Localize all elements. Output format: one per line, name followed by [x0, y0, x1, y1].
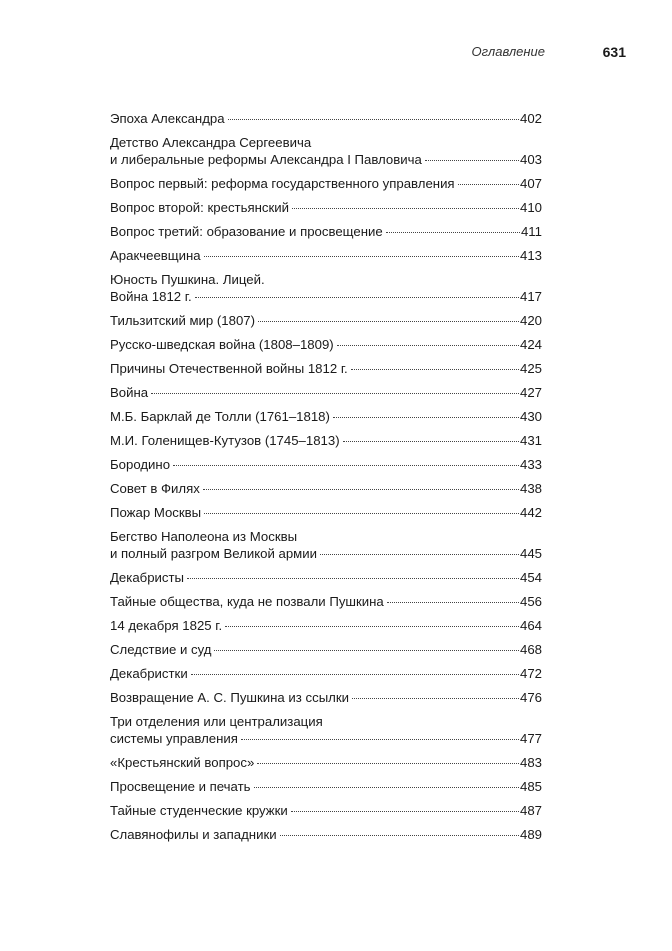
toc-entry-title: Русско-шведская война (1808–1809) — [110, 337, 334, 352]
toc-entry-line — [110, 689, 542, 706]
toc-entry — [110, 360, 542, 377]
toc-entry-line — [110, 134, 542, 151]
toc-entry-line — [110, 754, 542, 771]
toc-entry-line — [110, 504, 542, 521]
toc-entry — [110, 247, 542, 264]
running-title: Оглавление — [471, 44, 545, 59]
toc-entry-title: Бегство Наполеона из Москвы — [110, 529, 298, 544]
toc-entry-page: 487 — [519, 803, 542, 818]
dot-leader — [241, 739, 519, 740]
toc-entry-line — [110, 312, 542, 329]
toc-entry — [110, 689, 542, 706]
toc-entry-line — [110, 545, 542, 562]
dot-leader — [191, 674, 519, 675]
toc-entry-page: 464 — [519, 618, 542, 633]
toc-entry-page: 456 — [519, 594, 542, 609]
toc-entry — [110, 199, 542, 216]
toc-entry — [110, 175, 542, 192]
toc-entry — [110, 110, 542, 127]
toc-entry-line — [110, 802, 542, 819]
toc-entry-line — [110, 175, 542, 192]
toc-entry-title: и либеральные реформы Александра I Павловича — [110, 152, 422, 167]
toc-entry-page: 403 — [519, 152, 542, 167]
toc-entry-title: Декабристы — [110, 570, 185, 585]
toc-entry — [110, 271, 542, 305]
toc-entry-title: Вопрос первый: реформа государственного управления — [110, 176, 455, 191]
toc-entry-line — [110, 384, 542, 401]
dot-leader — [386, 232, 520, 233]
toc-entry-line — [110, 713, 542, 730]
toc-entry-line — [110, 730, 542, 747]
dot-leader — [228, 119, 519, 120]
toc-entry — [110, 408, 542, 425]
toc-entry-line — [110, 480, 542, 497]
toc-entry-line — [110, 288, 542, 305]
dot-leader — [258, 321, 519, 322]
toc-entry-page: 472 — [519, 666, 542, 681]
toc-entry-line — [110, 360, 542, 377]
toc-entry-title: и полный разгром Великой армии — [110, 546, 317, 561]
toc-entry — [110, 456, 542, 473]
toc-entry-page: 438 — [519, 481, 542, 496]
toc-entry-title: Война — [110, 385, 149, 400]
toc-entry-page: 427 — [519, 385, 542, 400]
toc-entry — [110, 528, 542, 562]
toc-entry-line — [110, 336, 542, 353]
toc-entry-page: 407 — [519, 176, 542, 191]
toc-entry-page: 425 — [519, 361, 542, 376]
toc-entry-title: 14 декабря 1825 г. — [110, 618, 223, 633]
toc-entry — [110, 223, 542, 240]
table-of-contents — [110, 110, 542, 850]
dot-leader — [320, 554, 519, 555]
toc-entry-title: Вопрос второй: крестьянский — [110, 200, 289, 215]
toc-entry-line — [110, 617, 542, 634]
toc-entry-page: 431 — [519, 433, 542, 448]
dot-leader — [387, 602, 519, 603]
dot-leader — [254, 787, 519, 788]
toc-entry-line — [110, 528, 542, 545]
toc-entry-title: Декабристки — [110, 666, 188, 681]
toc-entry — [110, 778, 542, 795]
dot-leader — [280, 835, 519, 836]
toc-entry-line — [110, 271, 542, 288]
toc-entry — [110, 432, 542, 449]
toc-entry-title: Бородино — [110, 457, 171, 472]
toc-entry-title: «Крестьянский вопрос» — [110, 755, 255, 770]
toc-entry — [110, 713, 542, 747]
toc-entry-page: 413 — [519, 248, 542, 263]
toc-entry — [110, 802, 542, 819]
toc-entry-line — [110, 110, 542, 127]
toc-entry-title: Эпоха Александра — [110, 111, 225, 126]
toc-entry-page: 454 — [519, 570, 542, 585]
toc-entry-title: Пожар Москвы — [110, 505, 202, 520]
toc-entry-title: Юность Пушкина. Лицей. — [110, 272, 265, 287]
toc-entry-line — [110, 247, 542, 264]
toc-entry — [110, 569, 542, 586]
dot-leader — [187, 578, 519, 579]
toc-entry-title: Тильзитский мир (1807) — [110, 313, 256, 328]
toc-entry — [110, 617, 542, 634]
dot-leader — [458, 184, 519, 185]
dot-leader — [257, 763, 519, 764]
dot-leader — [352, 698, 519, 699]
dot-leader — [291, 811, 519, 812]
toc-entry-title: Детство Александра Сергеевича — [110, 135, 312, 150]
toc-entry — [110, 312, 542, 329]
toc-entry-title: Три отделения или централизация — [110, 714, 323, 729]
toc-entry-line — [110, 778, 542, 795]
toc-entry-title: Тайные общества, куда не позвали Пушкина — [110, 594, 384, 609]
page-number: 631 — [602, 44, 626, 60]
dot-leader — [337, 345, 519, 346]
toc-entry — [110, 826, 542, 843]
toc-entry-line — [110, 199, 542, 216]
toc-entry-page: 424 — [519, 337, 542, 352]
toc-entry-title: Возвращение А. С. Пушкина из ссылки — [110, 690, 350, 705]
toc-entry-page: 417 — [519, 289, 542, 304]
toc-entry-title: Вопрос третий: образование и просвещение — [110, 224, 383, 239]
toc-entry-page: 442 — [519, 505, 542, 520]
toc-entry-title: Следствие и суд — [110, 642, 212, 657]
toc-entry — [110, 593, 542, 610]
dot-leader — [225, 626, 519, 627]
toc-entry-line — [110, 826, 542, 843]
dot-leader — [204, 256, 519, 257]
page-header — [0, 44, 672, 66]
toc-entry-page: 483 — [519, 755, 542, 770]
dot-leader — [204, 513, 519, 514]
toc-entry-title: М.Б. Барклай де Толли (1761–1818) — [110, 409, 330, 424]
toc-entry — [110, 336, 542, 353]
dot-leader — [195, 297, 519, 298]
toc-entry — [110, 134, 542, 168]
dot-leader — [151, 393, 519, 394]
toc-entry — [110, 665, 542, 682]
toc-entry-page: 477 — [519, 731, 542, 746]
dot-leader — [425, 160, 519, 161]
toc-entry-line — [110, 151, 542, 168]
toc-entry-line — [110, 432, 542, 449]
dot-leader — [351, 369, 519, 370]
toc-entry-line — [110, 456, 542, 473]
toc-entry-title: Славянофилы и западники — [110, 827, 277, 842]
toc-entry — [110, 480, 542, 497]
toc-entry-title: Аракчеевщина — [110, 248, 201, 263]
toc-entry-title: Просвещение и печать — [110, 779, 251, 794]
dot-leader — [214, 650, 519, 651]
toc-entry-title: системы управления — [110, 731, 238, 746]
dot-leader — [203, 489, 519, 490]
toc-entry-title: М.И. Голенищев-Кутузов (1745–1813) — [110, 433, 340, 448]
toc-entry-page: 476 — [519, 690, 542, 705]
toc-entry — [110, 504, 542, 521]
toc-entry-title: Совет в Филях — [110, 481, 200, 496]
toc-entry-title: Тайные студенческие кружки — [110, 803, 288, 818]
toc-entry-line — [110, 593, 542, 610]
toc-entry-page: 402 — [519, 111, 542, 126]
toc-entry-title: Война 1812 г. — [110, 289, 192, 304]
toc-entry-page: 420 — [519, 313, 542, 328]
dot-leader — [173, 465, 519, 466]
dot-leader — [333, 417, 519, 418]
toc-entry-page: 445 — [519, 546, 542, 561]
toc-entry-page: 468 — [519, 642, 542, 657]
toc-entry — [110, 384, 542, 401]
toc-entry-line — [110, 408, 542, 425]
toc-entry-page: 430 — [519, 409, 542, 424]
toc-entry — [110, 641, 542, 658]
toc-entry-line — [110, 641, 542, 658]
toc-entry-page: 485 — [519, 779, 542, 794]
toc-entry-page: 411 — [520, 224, 542, 239]
dot-leader — [343, 441, 519, 442]
toc-entry-title: Причины Отечественной войны 1812 г. — [110, 361, 348, 376]
toc-entry-line — [110, 569, 542, 586]
toc-entry — [110, 754, 542, 771]
dot-leader — [292, 208, 519, 209]
toc-entry-page: 410 — [519, 200, 542, 215]
toc-entry-line — [110, 223, 542, 240]
toc-entry-page: 489 — [519, 827, 542, 842]
toc-entry-page: 433 — [519, 457, 542, 472]
toc-entry-line — [110, 665, 542, 682]
